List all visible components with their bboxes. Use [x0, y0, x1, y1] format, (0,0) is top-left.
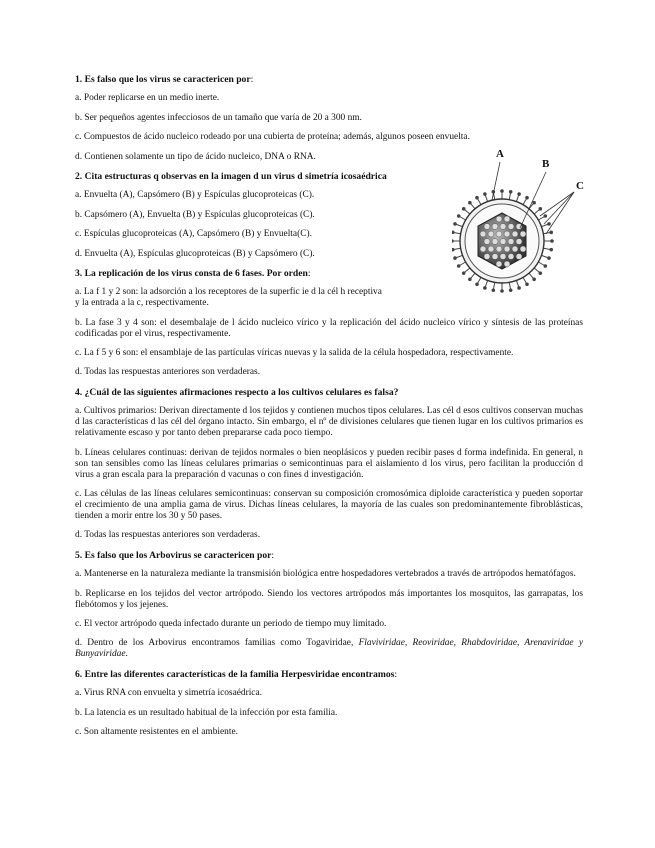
figure-label-c: C: [576, 180, 584, 192]
capsomere: [496, 246, 502, 252]
question-1-title: . Es falso que los virus se caractericen por: [79, 74, 251, 85]
spike-knob: [518, 287, 521, 290]
capsomere: [504, 231, 510, 237]
capsomere: [516, 239, 522, 245]
glycoprotein-spike: [509, 282, 510, 289]
capsomere: [496, 231, 502, 237]
question-5-title: 5. Es falso que los Arbovirus se caractericen por: [75, 549, 272, 561]
capsomere: [504, 216, 510, 222]
spike-knob: [484, 287, 487, 290]
glycoprotein-spike: [534, 268, 539, 272]
spike-knob: [457, 215, 460, 218]
q2-option-d: d. Envuelta (A), Espículas glucoproteicas (B) y Capsómero (C).: [75, 248, 315, 259]
question-1-colon: :: [250, 74, 254, 85]
capsomere: [520, 246, 526, 252]
glycoprotein-spike: [516, 280, 518, 287]
question-6-title: 6. Entre las diferentes características de la familia Herpesviridae encontramos: [75, 668, 395, 680]
glycoprotein-spike: [509, 193, 510, 200]
q3-option-b: b. La fase 3 y 4 son: el desembalaje de l ácido nucleico vírico y la replicación del ácido nucleico vírico y síntesis de las proteínas codificadas por el virus, respectivamente.: [75, 317, 583, 339]
capsomere: [500, 239, 506, 245]
q4-option-d: d. Todas las respuestas anteriores son verdaderas.: [75, 530, 261, 541]
capsomere: [480, 246, 486, 252]
spike-knob: [454, 223, 457, 226]
spike-knob: [452, 240, 453, 243]
spike-knob: [550, 231, 553, 234]
spike-knob: [526, 283, 529, 286]
question-1: [75, 74, 583, 85]
capsomere: [484, 239, 490, 245]
q3-option-d: d. Todas las respuestas anteriores son verdaderas.: [75, 367, 261, 378]
glycoprotein-spike: [454, 232, 461, 233]
spike-knob: [548, 223, 551, 226]
q1-option-b: b. Ser pequeños agentes infecciosos de un tamaño que varía de 20 a 300 nm.: [75, 112, 362, 123]
pointer-line-a: [492, 162, 500, 200]
glycoprotein-spike: [460, 262, 466, 266]
glycoprotein-spike: [541, 224, 548, 226]
q2-option-a: a. Envuelta (A), Capsómero (B) y Espículas glucoproteicas (C).: [75, 190, 315, 201]
capsomere: [520, 231, 526, 237]
glycoprotein-spike: [538, 262, 544, 266]
spike-knob: [501, 190, 504, 193]
q5-option-c: c. El vector artrópodo queda infectado durante un periodo de tiempo muy limitado.: [75, 618, 387, 629]
spike-knob: [476, 196, 479, 199]
spike-knob: [539, 272, 542, 275]
spike-knob: [484, 193, 487, 196]
capsomere: [508, 254, 514, 260]
glycoprotein-spike: [464, 210, 469, 214]
capsomere: [484, 254, 490, 260]
glycoprotein-spike: [456, 255, 463, 257]
glycoprotein-spike: [543, 248, 550, 249]
q6-option-a: a. Virus RNA con envuelta y simetría icosaédrica.: [75, 688, 262, 699]
spike-knob: [454, 257, 457, 260]
spike-knob: [526, 196, 529, 199]
question-3-colon: :: [307, 267, 311, 279]
spike-knob: [452, 248, 454, 251]
glycoprotein-spike: [538, 217, 544, 221]
capsomere: [484, 224, 490, 230]
pointer-line-c1: [540, 192, 574, 216]
capsomere: [508, 239, 514, 245]
spike-knob: [457, 265, 460, 268]
glycoprotein-spike: [464, 268, 469, 272]
glycoprotein-spike: [478, 199, 482, 205]
glycoprotein-spike: [454, 248, 461, 249]
pointer-line-c2: [544, 192, 574, 224]
icosahedral-virus-figure: [452, 146, 592, 296]
capsomere: [492, 224, 498, 230]
q1-option-a: a. Poder replicarse en un medio inerte.: [75, 93, 220, 104]
capsomere: [508, 224, 514, 230]
capsomere: [496, 261, 502, 267]
question-5-colon: :: [271, 549, 275, 561]
q3-option-c: c. La f 5 y 6 son: el ensamblaje de las partículas víricas nuevas y la salida de la célula hospedadora, respectivamente.: [75, 348, 514, 359]
capsomere: [488, 246, 494, 252]
spike-knob: [462, 208, 465, 211]
question-4-title: 4. ¿Cuál de las siguientes afirmaciones respecto a los cultivos celulares es falsa?: [75, 386, 399, 398]
spike-knob: [501, 290, 504, 293]
glycoprotein-spike: [485, 280, 487, 287]
capsomere: [496, 216, 502, 222]
question-5: [75, 550, 583, 561]
glycoprotein-spike: [529, 273, 533, 278]
spike-knob: [544, 265, 547, 268]
q2-option-b: b. Capsómero (A), Envuelta (B) y Espículas glucoproteicas (C).: [75, 209, 315, 220]
q6-option-c: c. Son altamente resistentes en el ambiente.: [75, 726, 238, 737]
spike-knob: [452, 231, 454, 234]
q6-option-b: b. La latencia es un resultado habitual de la infección por esta familia.: [75, 707, 338, 718]
spike-knob: [518, 193, 521, 196]
spike-knob: [462, 272, 465, 275]
capsomere: [500, 254, 506, 260]
capsomere: [512, 246, 518, 252]
spike-knob: [509, 190, 512, 193]
q5-option-d-lead: d. Dentro de los Arbovirus encontramos familias como Togaviridae,: [75, 638, 359, 649]
spike-knob: [469, 201, 472, 204]
q5-option-d-tail: .: [125, 649, 128, 660]
figure-label-a: A: [496, 148, 504, 160]
q4-option-b: b. Líneas celulares continuas: derivan de tejidos normales o bien neoplásicos y pueden recibir pases d forma indefinida. En general, n son tan sensibles como las líneas celulares primarias o semicontinuas para el aislamiento d los virus, pero facilitan la producción d virus a gran escala para la preparación d vacunas o con fines d investigación.: [75, 447, 583, 480]
pointer-line-c3: [546, 192, 574, 234]
question-6-colon: :: [394, 668, 398, 680]
q5-option-a: a. Mantenerse en la naturaleza mediante la transmisión biológica entre hospedadores vertebrados a través de artrópodos hematófagos.: [75, 569, 576, 580]
glycoprotein-spike: [523, 199, 527, 205]
q3-option-a-line1: a. La f 1 y 2 son: la adsorción a los receptores de la superfic ie d la cél h receptiva: [75, 287, 382, 298]
virus-illustration: [452, 146, 592, 296]
capsomere: [492, 239, 498, 245]
capsomere: [512, 231, 518, 237]
question-6: [75, 669, 583, 680]
question-3-title: 3. La replicación de los virus consta de 6 fases. Por orden: [75, 267, 308, 279]
q5-option-d-families: Flaviviridae, Reoviridae, Rhabdoviridae, Arenaviridae y Bunyaviridae: [75, 638, 583, 660]
q5-option-d: [75, 638, 583, 660]
spike-knob: [492, 289, 495, 292]
glycoprotein-spike: [516, 195, 518, 202]
question-2-title: 2. Cita estructuras q observas en la imagen d un virus d simetría icosaédrica: [75, 170, 387, 182]
spike-knob: [533, 278, 536, 281]
spike-knob: [539, 208, 542, 211]
spike-knob: [551, 240, 554, 243]
question-1-number: 1: [75, 74, 80, 85]
spike-knob: [548, 257, 551, 260]
q1-option-d: d. Contienen solamente un tipo de ácido nucleico, DNA o RNA.: [75, 151, 316, 162]
capsomere: [500, 224, 506, 230]
spike-knob: [469, 278, 472, 281]
spike-knob: [550, 248, 553, 251]
capsomere: [488, 231, 494, 237]
glycoprotein-spike: [456, 224, 463, 226]
glycoprotein-spike: [460, 217, 466, 221]
figure-label-b: B: [542, 158, 550, 170]
q4-option-a: a. Cultivos primarios: Derivan directamente d los tejidos y contienen muchos tipos celulares. Las cél d esos cultivos conservan muchas d las características d las cél del órgano intacto. Sin embargo, el nº de divisiones celulares que tienen lugar en los cultivos primarios es relativamente escaso y por tanto deben prepararse cada poco tiempo.: [75, 406, 583, 439]
q5-option-b: b. Replicarse en los tejidos del vector artrópodo. Siendo los vectores artrópodos más importantes los mosquitos, las garrapatas, los flebótomos y los jejenes.: [75, 588, 583, 610]
capsomere: [480, 231, 486, 237]
q3-option-a-line2: y la entrada a la c, respectivamente.: [75, 298, 209, 309]
spike-knob: [544, 215, 547, 218]
spike-knob: [509, 289, 512, 292]
glycoprotein-spike: [478, 277, 482, 283]
capsomere: [504, 246, 510, 252]
glycoprotein-spike: [485, 195, 487, 202]
glycoprotein-spike: [493, 282, 494, 289]
capsomere-pattern: [480, 216, 526, 267]
q2-option-c: c. Espículas glucoproteicas (A), Capsómero (B) y Envuelta(C).: [75, 229, 312, 240]
glycoprotein-spike: [471, 273, 475, 278]
capsomere: [504, 261, 510, 267]
glycoprotein-spike: [534, 210, 539, 214]
glycoprotein-spike: [541, 255, 548, 257]
spike-knob: [476, 283, 479, 286]
capsomere: [492, 254, 498, 260]
q1-option-c: c. Compuestos de ácido nucleico rodeado por una cubierta de proteína; además, algunos poseen envuelta.: [75, 132, 470, 143]
glycoprotein-spike: [523, 277, 527, 283]
spike-knob: [533, 201, 536, 204]
capsomere: [516, 254, 522, 260]
glycoprotein-spike: [471, 203, 475, 208]
q4-option-c: c. Las células de las líneas celulares semicontinuas: conservan su composición cromosómica diploide característica y pueden soportar el crecimiento de una amplia gama de virus. Dichas líneas celulares, la mayoría de las cuales son predominantemente fibroblásticas, tienden a morir entre los 30 y 50 pases.: [75, 489, 583, 522]
